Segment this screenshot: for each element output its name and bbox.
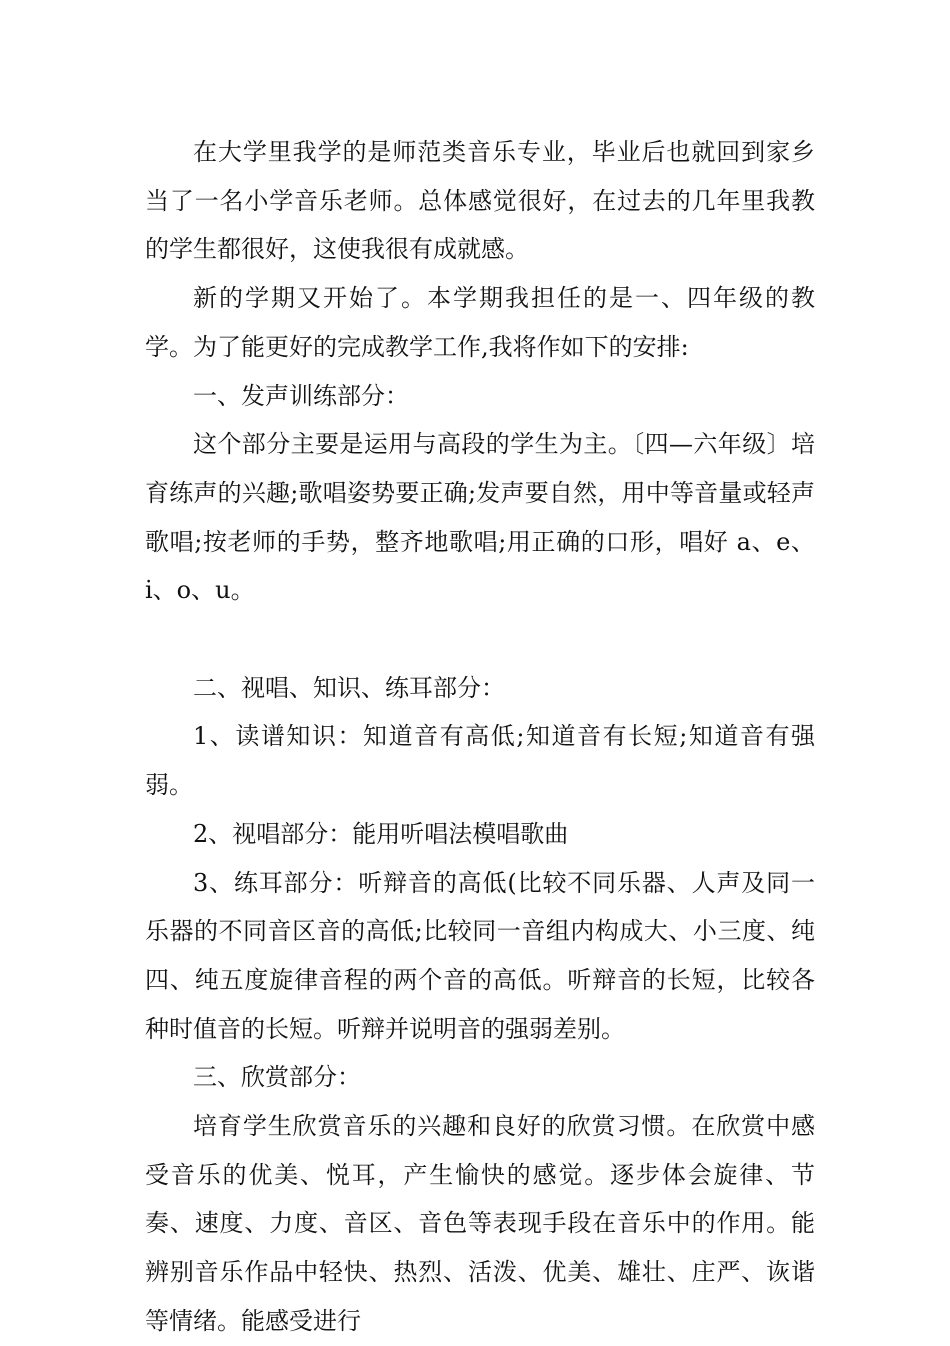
heading-sight-singing: 二、视唱、知识、练耳部分： <box>193 673 505 702</box>
paragraph-ear-training: 3、练耳部分：听辩音的高低(比较不同乐器、人声及同一乐器的不同音区音的高低;比较同一音组内构成大、小三度、纯四、纯五度旋律音程的两个音的高低。听辩音的长短，比较各种时值音的长短。听辩并说明音的强弱差别。 <box>145 868 815 1043</box>
paragraph-intro: 在大学里我学的是师范类音乐专业，毕业后也就回到家乡当了一名小学音乐老师。总体感觉很好，在过去的几年里我教的学生都很好，这使我很有成就感。 <box>145 138 815 264</box>
blank-line <box>145 615 815 664</box>
heading-appreciation: 三、欣赏部分： <box>193 1063 361 1092</box>
paragraph-semester-plan: 新的学期又开始了。本学期我担任的是一、四年级的教学。为了能更好的完成教学工作,我将作如下的安排: <box>145 284 815 361</box>
heading-vocal-training: 一、发声训练部分： <box>193 381 409 410</box>
document-body <box>145 128 815 1346</box>
paragraph-vocal-training: 这个部分主要是运用与高段的学生为主。〔四—六年级〕培育练声的兴趣;歌唱姿势要正确;发声要自然，用中等音量或轻声歌唱;按老师的手势，整齐地歌唱;用正确的口形，唱好 a、e、i、o、u。 <box>145 430 815 605</box>
paragraph-sight-singing: 2、视唱部分：能用听唱法模唱歌曲 <box>193 819 569 848</box>
paragraph-appreciation: 培育学生欣赏音乐的兴趣和良好的欣赏习惯。在欣赏中感受音乐的优美、悦耳，产生愉快的感觉。逐步体会旋律、节奏、速度、力度、音区、音色等表现手段在音乐中的作用。能辨别音乐作品中轻快、热烈、活泼、优美、雄壮、庄严、诙谐等情绪。能感受进行 <box>145 1112 815 1335</box>
paragraph-reading-music: 1、读谱知识：知道音有高低;知道音有长短;知道音有强弱。 <box>145 722 815 800</box>
